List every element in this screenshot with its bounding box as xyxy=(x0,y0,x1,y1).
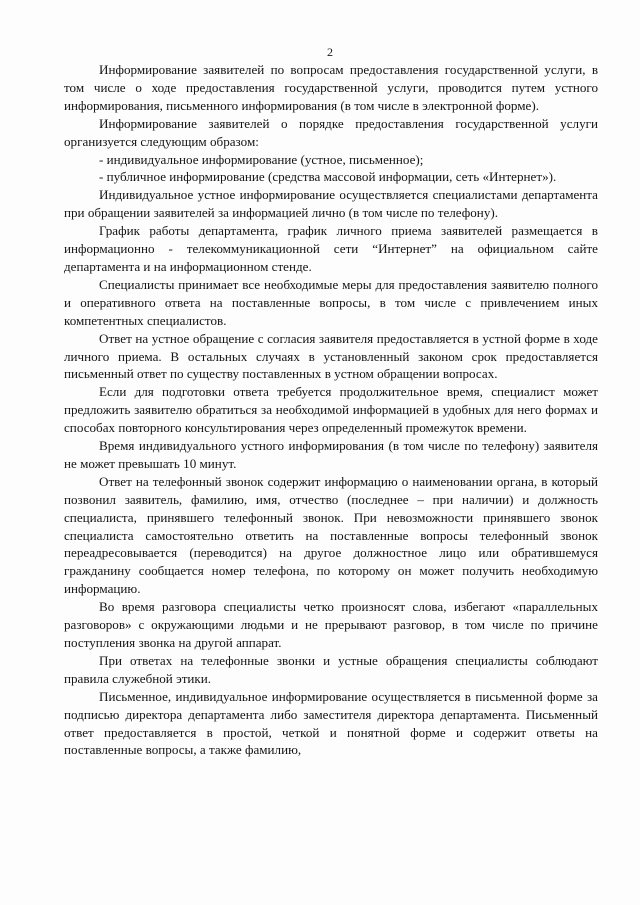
paragraph-conversation-rules: Во время разговора специалисты четко произносят слова, избегают «параллельных разговоров» с окружающими людьми и не прерывают разговор, в том числе по причине поступления звонка на другой аппарат. xyxy=(64,599,598,650)
paragraph-oral-response: Ответ на устное обращение с согласия заявителя предоставляется в устной форме в ходе личного приема. В остальных случаях в установленный законом срок предоставляется письменный ответ по существу поставленных в устном обращении вопросах. xyxy=(64,330,598,382)
paragraph-work-schedule: График работы департамента, график личного приема заявителей размещается в информационно - телекоммуникационной сети “Интернет” на официальном сайте департамента и на информационном стенде. xyxy=(64,223,598,274)
list-item-public-informing: - публичное информирование (средства массовой информации, сеть «Интернет»). xyxy=(99,169,557,185)
paragraph-informing-overview: Информирование заявителей по вопросам предоставления государственной услуги, в том числе о ходе предоставления государственной услуги, проводится путем устного информирования, письменного информирования (в том числе в электронной форме). xyxy=(64,62,598,113)
paragraph-specialist-measures: Специалисты принимает все необходимые меры для предоставления заявителю полного и оперативного ответа на поставленные вопросы, в том числе с привлечением иных компетентных специалистов. xyxy=(64,276,598,328)
list-item-individual-informing: - индивидуальное информирование (устное, письменное); xyxy=(99,151,424,167)
document-body xyxy=(64,61,598,759)
paragraph-long-preparation: Если для подготовки ответа требуется продолжительное время, специалист может предложить заявителю обратиться за необходимой информацией в удобных для него формах и способах повторного консультирования через определенный промежуток времени. xyxy=(64,384,598,436)
paragraph-written-informing: Письменное, индивидуальное информирование осуществляется в письменной форме за подписью директора департамента либо заместителя директора департамента. Письменный ответ предоставляется в простой, четкой и понятной форме и содержит ответы на поставленные вопросы, а также фамилию, xyxy=(64,688,598,758)
paragraph-informing-organization: Информирование заявителей о порядке предоставления государственной услуги организуется следующим образом: xyxy=(64,115,598,149)
page-number: 2 xyxy=(327,45,333,59)
paragraph-oral-informing: Индивидуальное устное информирование осуществляется специалистами департамента при обращении заявителей за информацией лично (в том числе по телефону). xyxy=(64,187,598,221)
paragraph-phone-response: Ответ на телефонный звонок содержит информацию о наименовании органа, в который позвонил заявитель, фамилию, имя, отчество (последнее – при наличии) и должность специалиста, принявшего телефонный звонок. При невозможности принявшего звонок специалиста самостоятельно ответить на поставленные вопросы телефонный звонок переадресовывается (переводится) на другое должностное лицо или обратившемуся гражданину сообщается номер телефона, по которому он может получить необходимую информацию. xyxy=(64,473,598,597)
paragraph-time-limit: Время индивидуального устного информирования (в том числе по телефону) заявителя не может превышать 10 минут. xyxy=(64,438,598,471)
paragraph-service-ethics: При ответах на телефонные звонки и устные обращения специалисты соблюдают правила служебной этики. xyxy=(64,652,598,686)
